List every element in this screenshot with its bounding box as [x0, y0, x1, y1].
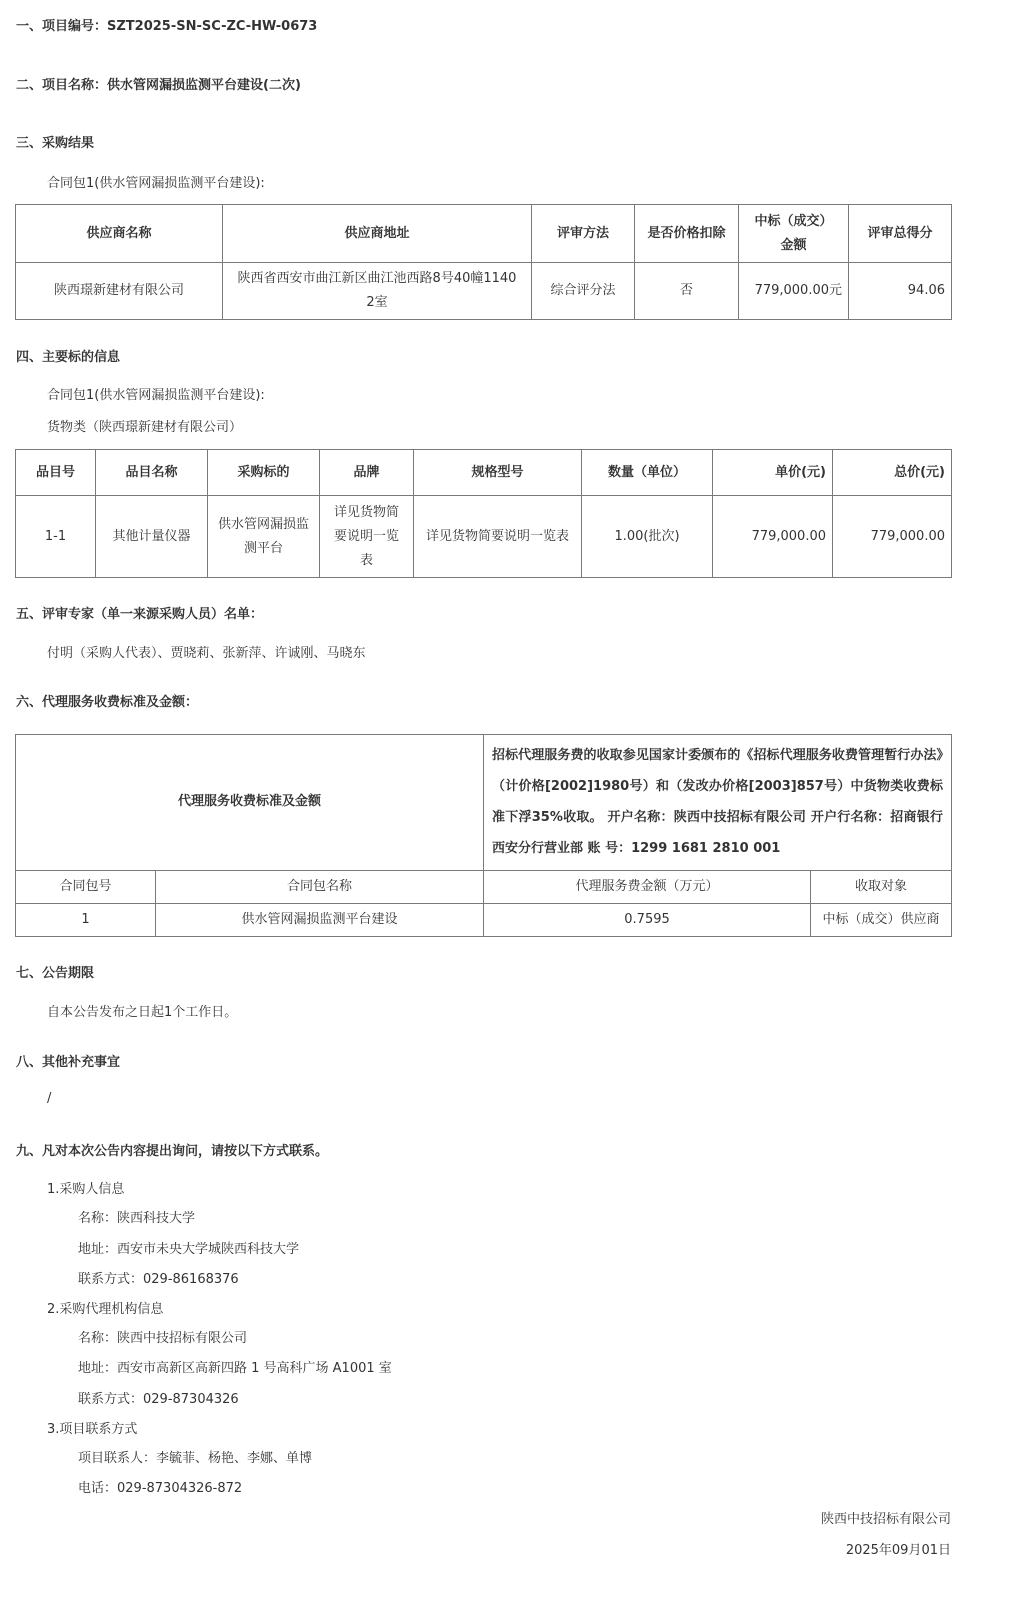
section-period: 七、公告期限: [16, 966, 95, 981]
col-quantity: 数量（单位）: [582, 450, 713, 496]
col-total-score: 评审总得分: [849, 205, 952, 263]
package-no-cell: 1: [16, 903, 156, 936]
supplier-name-cell: 陕西璟新建材有限公司: [16, 263, 223, 320]
expert-names: 付明（采购人代表）、贾晓莉、张新萍、许诚刚、马晓东: [47, 646, 366, 661]
review-method-cell: 综合评分法: [532, 263, 635, 320]
agency-fee-label: 代理服务收费标准及金额: [16, 735, 484, 871]
col-total-price: 总价(元): [833, 450, 952, 496]
result-table: [15, 204, 952, 320]
col-supplier-name: 供应商名称: [16, 205, 223, 263]
subject-table: [15, 449, 952, 578]
award-amount-cell: 779,000.00元: [739, 263, 849, 320]
table-row: [16, 496, 952, 578]
period-text: 自本公告发布之日起1个工作日。: [47, 1005, 238, 1020]
section-main-subject: 四、主要标的信息: [16, 350, 121, 365]
buyer-title: 1.采购人信息: [47, 1182, 125, 1197]
project-name: 二、项目名称：供水管网漏损监测平台建设(二次): [16, 78, 301, 93]
col-charge-target: 收取对象: [811, 870, 952, 903]
col-award-amount: 中标（成交） 金额: [739, 205, 849, 263]
col-brand: 品牌: [320, 450, 414, 496]
col-unit-price: 单价(元): [713, 450, 833, 496]
section-procurement-result: 三、采购结果: [16, 136, 95, 151]
supplier-address-cell: 陕西省西安市曲江新区曲江池西路8号40幢1140 2室: [223, 263, 532, 320]
charge-target-cell: 中标（成交）供应商: [811, 903, 952, 936]
project-number: 一、项目编号：SZT2025-SN-SC-ZC-HW-0673: [16, 19, 318, 34]
section-other: 八、其他补充事宜: [16, 1055, 121, 1070]
col-price-deduction: 是否价格扣除: [635, 205, 739, 263]
agency-phone: 联系方式：029-87304326: [78, 1392, 239, 1407]
project-contact-people: 项目联系人：李毓菲、杨艳、李娜、单博: [78, 1451, 313, 1466]
agency-fee-table: [15, 734, 952, 937]
section-experts: 五、评审专家（单一来源采购人员）名单：: [16, 607, 264, 622]
table-row: [16, 903, 952, 936]
col-spec: 规格型号: [414, 450, 582, 496]
item-no-cell: 1-1: [16, 496, 96, 578]
col-package-name: 合同包名称: [156, 870, 484, 903]
col-fee-amount: 代理服务费金额（万元）: [484, 870, 811, 903]
footer-date: 2025年09月01日: [845, 1543, 951, 1558]
buyer-name: 名称：陕西科技大学: [78, 1211, 196, 1226]
col-item-no: 品目号: [16, 450, 96, 496]
col-package-no: 合同包号: [16, 870, 156, 903]
buyer-phone: 联系方式：029-86168376: [78, 1272, 239, 1287]
unit-price-cell: 779,000.00: [713, 496, 833, 578]
buyer-address: 地址：西安市未央大学城陕西科技大学: [78, 1242, 300, 1257]
fee-amount-cell: 0.7595: [484, 903, 811, 936]
col-review-method: 评审方法: [532, 205, 635, 263]
table-row: [16, 263, 952, 320]
col-item-name: 品目名称: [96, 450, 208, 496]
total-score-cell: 94.06: [849, 263, 952, 320]
subject-category-label: 货物类（陕西璟新建材有限公司）: [47, 420, 243, 435]
project-contact-phone: 电话：029-87304326-872: [78, 1481, 243, 1496]
result-package-label: 合同包1(供水管网漏损监测平台建设):: [47, 176, 265, 191]
agency-address: 地址：西安市高新区高新四路 1 号高科广场 A1001 室: [78, 1361, 392, 1376]
brand-cell: 详见货物简 要说明一览 表: [320, 496, 414, 578]
total-price-cell: 779,000.00: [833, 496, 952, 578]
subject-package-label: 合同包1(供水管网漏损监测平台建设):: [47, 388, 265, 403]
package-name-cell: 供水管网漏损监测平台建设: [156, 903, 484, 936]
footer-organization: 陕西中技招标有限公司: [820, 1512, 951, 1527]
spec-cell: 详见货物简要说明一览表: [414, 496, 582, 578]
item-name-cell: 其他计量仪器: [96, 496, 208, 578]
agency-name: 名称：陕西中技招标有限公司: [78, 1331, 248, 1346]
col-supplier-address: 供应商地址: [223, 205, 532, 263]
agency-title: 2.采购代理机构信息: [47, 1302, 164, 1317]
target-cell: 供水管网漏损监 测平台: [208, 496, 320, 578]
section-contact: 九、凡对本次公告内容提出询问，请按以下方式联系。: [16, 1144, 329, 1159]
section-agency-fee: 六、代理服务收费标准及金额：: [16, 695, 199, 710]
price-deduction-cell: 否: [635, 263, 739, 320]
agency-fee-description: 招标代理服务费的收取参见国家计委颁布的《招标代理服务收费管理暂行办法》（计价格[2002]1980号）和（发改办价格[2003]857号）中货物类收费标准下浮35%收取。 开户名称：陕西中技招标有限公司 开户行名称：招商银行西安分行营业部 账 号：1299 1681 2810 001: [484, 735, 952, 871]
project-contact-title: 3.项目联系方式: [47, 1422, 138, 1437]
other-text: /: [47, 1091, 52, 1106]
quantity-cell: 1.00(批次): [582, 496, 713, 578]
col-target: 采购标的: [208, 450, 320, 496]
